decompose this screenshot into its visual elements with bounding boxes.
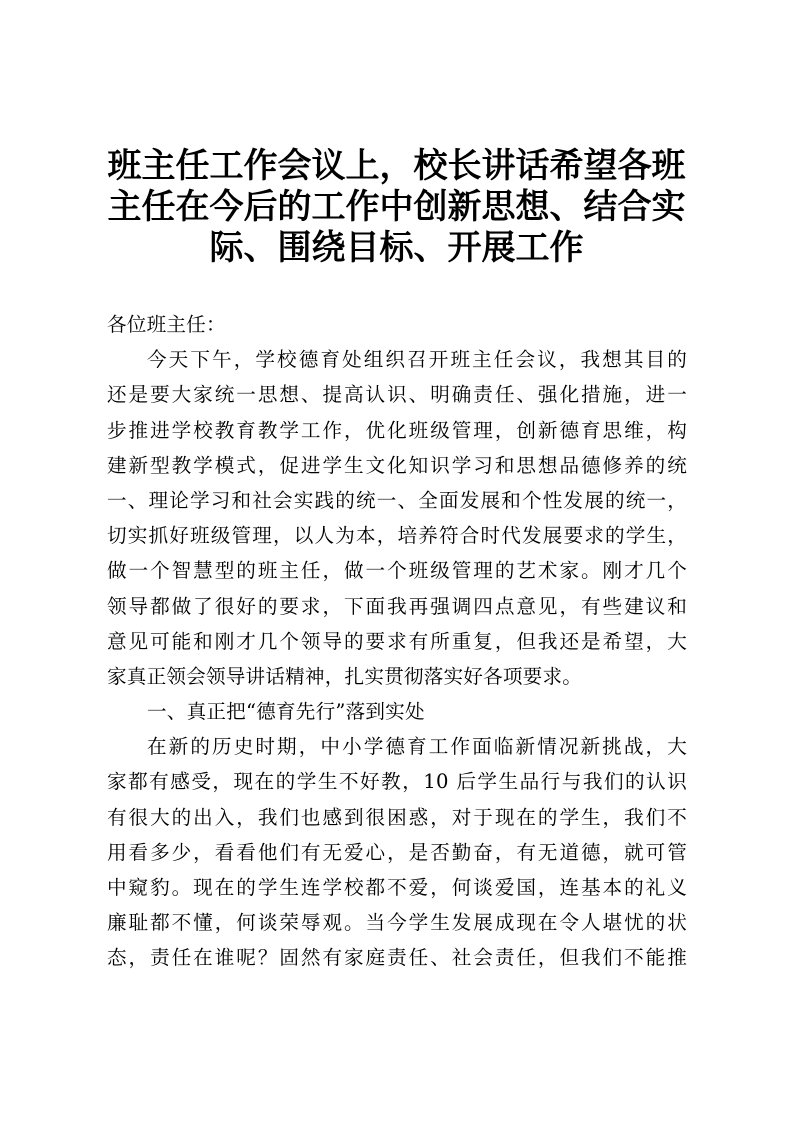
text-line: 领导都做了很好的要求，下面我再强调四点意见，有些建议和 xyxy=(107,594,687,618)
text-line: 中窥豹。现在的学生连学校都不爱，何谈爱国，连基本的礼义 xyxy=(107,876,687,899)
title-line: 际、围绕目标、开展工作 xyxy=(209,228,584,268)
salutation: 各位班主任： xyxy=(107,313,226,336)
section-heading: 一、真正把“德育先行”落到实处 xyxy=(147,700,425,724)
text-line: 在新的历史时期，中小学德育工作面临新情况新挑战，大 xyxy=(147,735,687,759)
text-line: 家都有感受，现在的学生不好教，10 后学生品行与我们的认识 xyxy=(107,770,687,794)
text-line: 切实抓好班级管理，以人为本，培养符合时代发展要求的学生， xyxy=(107,524,687,548)
text-line: 做一个智慧型的班主任，做一个班级管理的艺术家。刚才几个 xyxy=(107,559,687,583)
text-line: 家真正领会领导讲话精神，扎实贯彻落实好各项要求。 xyxy=(107,664,583,688)
paragraph-intro xyxy=(107,342,687,694)
paragraph-section1 xyxy=(107,729,687,975)
text-line: 意见可能和刚才几个领导的要求有所重复，但我还是希望，大 xyxy=(107,629,687,653)
title-line: 主任在今后的工作中创新思想、结合实 xyxy=(107,187,686,227)
text-line: 还是要大家统一思想、提高认识、明确责任、强化措施，进一 xyxy=(107,383,687,407)
text-line: 一、理论学习和社会实践的统一、全面发展和个性发展的统一， xyxy=(107,488,687,512)
text-line: 用看多少，看看他们有无爱心，是否勤奋，有无道德，就可管 xyxy=(107,840,687,864)
text-line: 步推进学校教育教学工作，优化班级管理，创新德育思维，构 xyxy=(107,418,687,442)
document-title xyxy=(100,146,693,269)
text-line: 态，责任在谁呢？固然有家庭责任、社会责任，但我们不能推 xyxy=(107,946,687,970)
text-line: 有很大的出入，我们也感到很困惑，对于现在的学生，我们不 xyxy=(107,805,687,829)
text-line: 建新型教学模式，促进学生文化知识学习和思想品德修养的统 xyxy=(107,453,687,477)
title-line: 班主任工作会议上，校长讲话希望各班 xyxy=(107,146,686,186)
text-line: 今天下午，学校德育处组织召开班主任会议，我想其目的 xyxy=(147,348,687,372)
document-body xyxy=(107,307,687,976)
text-line: 廉耻都不懂，何谈荣辱观。当今学生发展成现在令人堪忧的状 xyxy=(107,911,687,935)
